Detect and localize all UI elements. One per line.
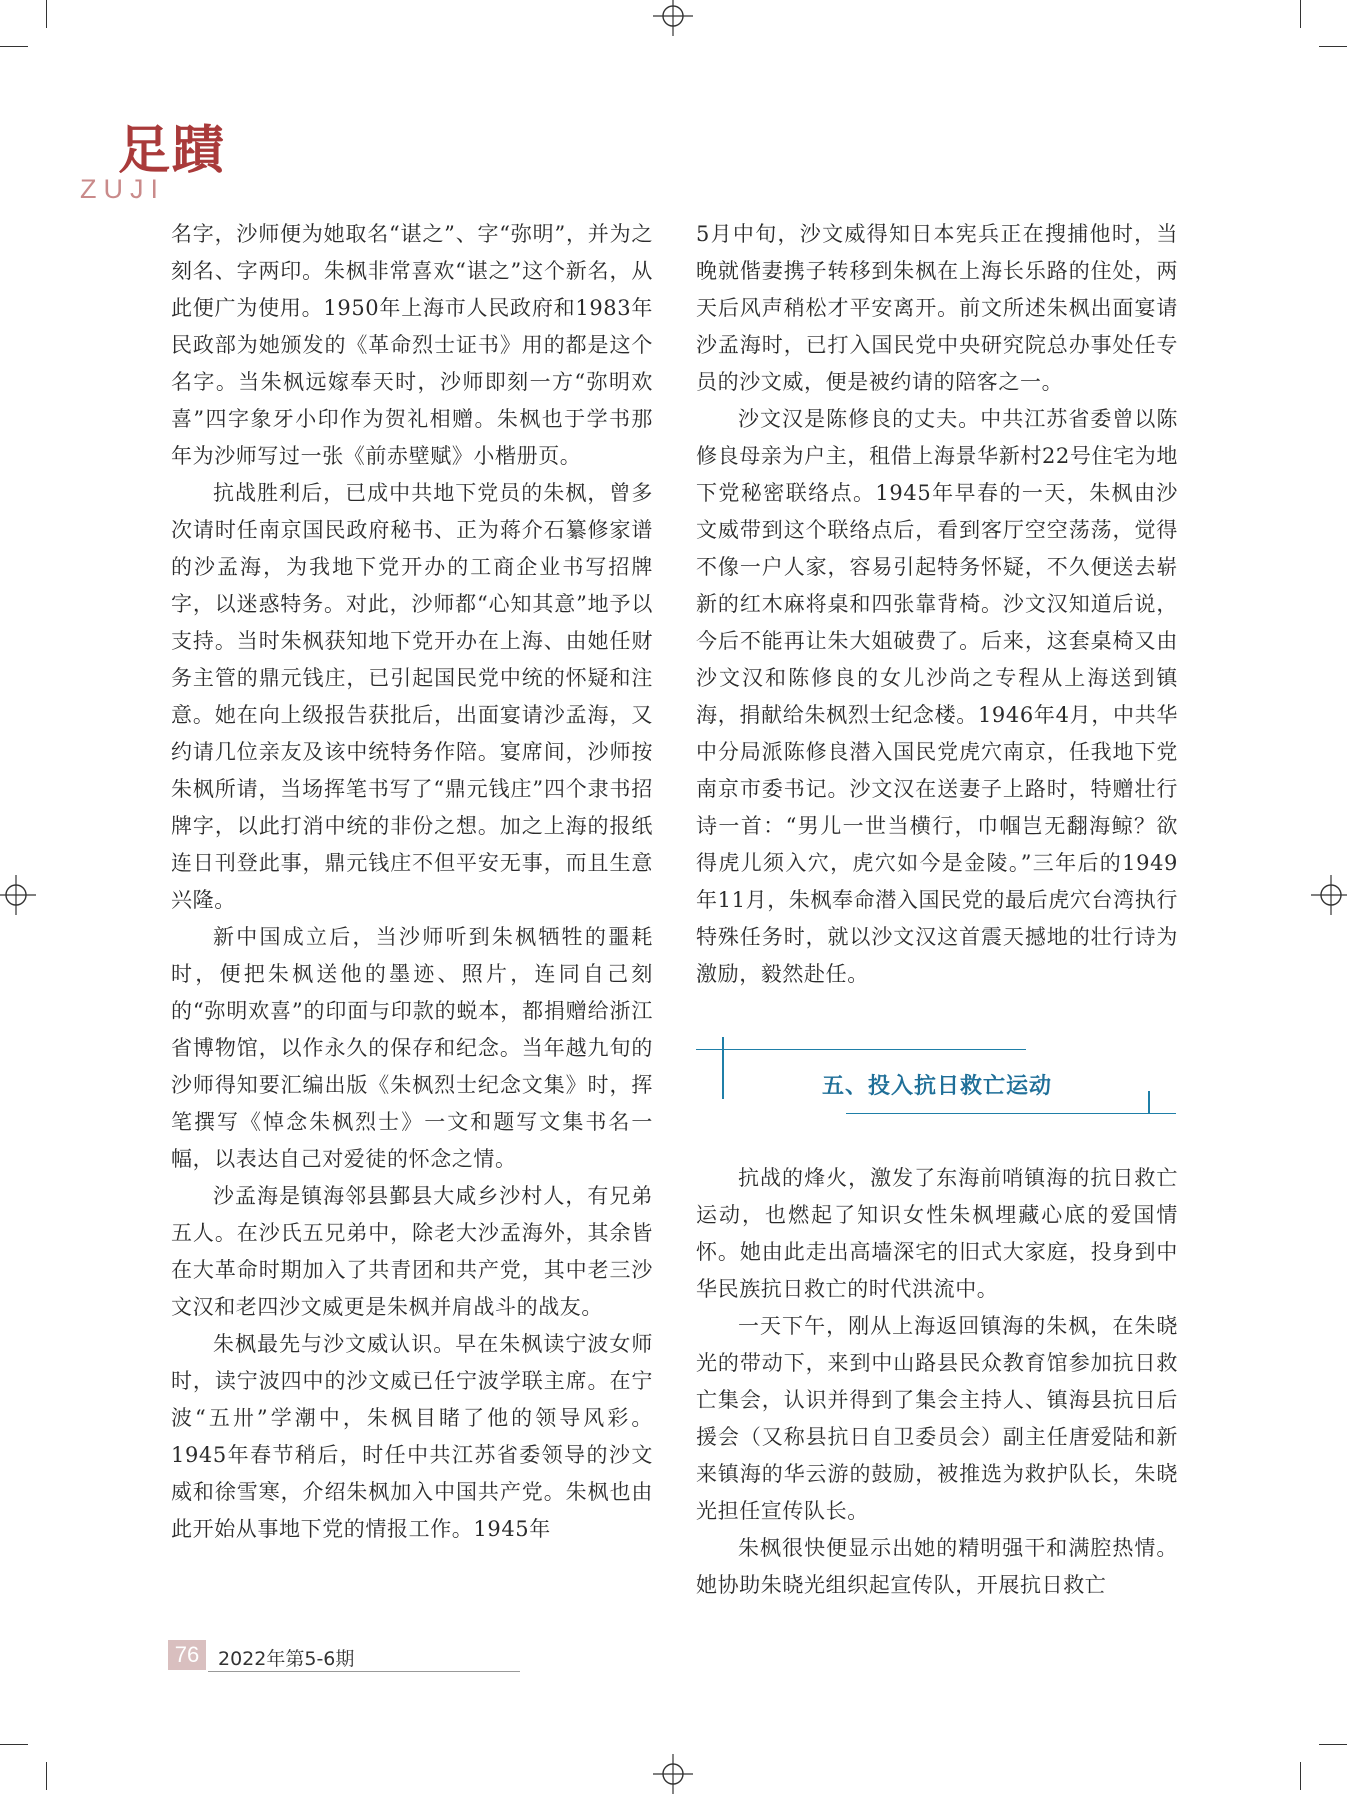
footer-rule — [208, 1671, 520, 1672]
registration-mark-icon — [1311, 875, 1347, 915]
registration-mark-icon — [653, 1754, 693, 1794]
crop-mark — [1300, 1762, 1301, 1790]
crop-mark — [1319, 1744, 1347, 1745]
section-heading — [696, 1035, 1178, 1115]
paragraph: 抗战的烽火，激发了东海前哨镇海的抗日救亡运动，也燃起了知识女性朱枫埋藏心底的爱国情怀。她由此走出高墙深宅的旧式大家庭，投身到中华民族抗日救亡的时代洪流中。 — [696, 1166, 1178, 1301]
heading-rule — [846, 1113, 1176, 1114]
article-column-right-lower — [696, 1160, 1178, 1604]
article-column-left — [171, 216, 653, 1548]
page-number: 76 — [168, 1640, 206, 1670]
logo-pinyin: ZUJI — [80, 174, 165, 204]
paragraph: 沙文汉是陈修良的丈夫。中共江苏省委曾以陈修良母亲为户主，租借上海景华新村22号住宅为地下党秘密联络点。1945年早春的一天，朱枫由沙文威带到这个联络点后，看到客厅空空荡荡，觉得不像一户人家，容易引起特务怀疑，不久便送去崭新的红木麻将桌和四张靠背椅。沙文汉知道后说，今后不能再让朱大姐破费了。后来，这套桌椅又由沙文汉和陈修良的女儿沙尚之专程从上海送到镇海，捐献给朱枫烈士纪念楼。1946年4月，中共华中分局派陈修良潜入国民党虎穴南京，任我地下党南京市委书记。沙文汉在送妻子上路时，特赠壮行诗一首：“男儿一世当横行，巾帼岂无翻海鲸？欲得虎儿须入穴，虎穴如今是金陵。”三年后的1949年11月，朱枫奉命潜入国民党的最后虎穴台湾执行特殊任务时，就以沙文汉这首震天撼地的壮行诗为激励，毅然赴任。 — [696, 407, 1178, 986]
crop-mark — [0, 46, 28, 47]
paragraph: 5月中旬，沙文威得知日本宪兵正在搜捕他时，当晚就偕妻携子转移到朱枫在上海长乐路的住处，两天后风声稍松才平安离开。前文所述朱枫出面宴请沙孟海时，已打入国民党中央研究院总办事处任专员的沙文威，便是被约请的陪客之一。 — [696, 222, 1178, 394]
article-column-right — [696, 216, 1178, 993]
heading-rule — [696, 1049, 1026, 1050]
section-title: 五、投入抗日救亡运动 — [821, 1074, 1052, 1099]
paragraph: 朱枫最先与沙文威认识。早在朱枫读宁波女师时，读宁波四中的沙文威已任宁波学联主席。在宁波“五卅”学潮中，朱枫目睹了他的领导风彩。1945年春节稍后，时任中共江苏省委领导的沙文威和徐雪寒，介绍朱枫加入中国共产党。朱枫也由此开始从事地下党的情报工作。1945年 — [171, 1332, 653, 1541]
crop-mark — [46, 1762, 47, 1790]
crop-mark — [0, 1744, 28, 1745]
logo-chinese: 足蹟 — [118, 120, 227, 181]
paragraph: 一天下午，刚从上海返回镇海的朱枫，在朱晓光的带动下，来到中山路县民众教育馆参加抗日救亡集会，认识并得到了集会主持人、镇海县抗日后援会（又称县抗日自卫委员会）副主任唐爱陆和新来镇海的华云游的鼓励，被推选为救护队长，朱晓光担任宣传队长。 — [696, 1314, 1178, 1523]
registration-mark-icon — [653, 0, 693, 36]
paragraph: 名字，沙师便为她取名“谌之”、字“弥明”，并为之刻名、字两印。朱枫非常喜欢“谌之”这个新名，从此便广为使用。1950年上海市人民政府和1983年民政部为她颁发的《革命烈士证书》用的都是这个名字。当朱枫远嫁奉天时，沙师即刻一方“弥明欢喜”四字象牙小印作为贺礼相赠。朱枫也于学书那年为沙师写过一张《前赤壁赋》小楷册页。 — [171, 222, 653, 468]
crop-mark — [46, 0, 47, 28]
issue-label: 2022年第5-6期 — [218, 1648, 355, 1670]
crop-mark — [1319, 46, 1347, 47]
crop-mark — [1300, 0, 1301, 28]
paragraph: 沙孟海是镇海邻县鄞县大咸乡沙村人，有兄弟五人。在沙氏五兄弟中，除老大沙孟海外，其余皆在大革命时期加入了共青团和共产党，其中老三沙文汉和老四沙文威更是朱枫并肩战斗的战友。 — [171, 1184, 653, 1319]
paragraph: 抗战胜利后，已成中共地下党员的朱枫，曾多次请时任南京国民政府秘书、正为蒋介石纂修家谱的沙孟海，为我地下党开办的工商企业书写招牌字，以迷惑特务。对此，沙师都“心知其意”地予以支持。当时朱枫获知地下党开办在上海、由她任财务主管的鼎元钱庄，已引起国民党中统的怀疑和注意。她在向上级报告获批后，出面宴请沙孟海，又约请几位亲友及该中统特务作陪。宴席间，沙师按朱枫所请，当场挥笔书写了“鼎元钱庄”四个隶书招牌字，以此打消中统的非份之想。加之上海的报纸连日刊登此事，鼎元钱庄不但平安无事，而且生意兴隆。 — [171, 481, 653, 912]
magazine-logo — [80, 108, 260, 208]
paragraph: 朱枫很快便显示出她的精明强干和满腔热情。她协助朱晓光组织起宣传队，开展抗日救亡 — [696, 1536, 1178, 1597]
registration-mark-icon — [0, 875, 36, 915]
paragraph: 新中国成立后，当沙师听到朱枫牺牲的噩耗时，便把朱枫送他的墨迹、照片，连同自己刻的“弥明欢喜”的印面与印款的蜕本，都捐赠给浙江省博物馆，以作永久的保存和纪念。当年越九旬的沙师得知要汇编出版《朱枫烈士纪念文集》时，挥笔撰写《悼念朱枫烈士》一文和题写文集书名一幅，以表达自己对爱徒的怀念之情。 — [171, 925, 653, 1171]
